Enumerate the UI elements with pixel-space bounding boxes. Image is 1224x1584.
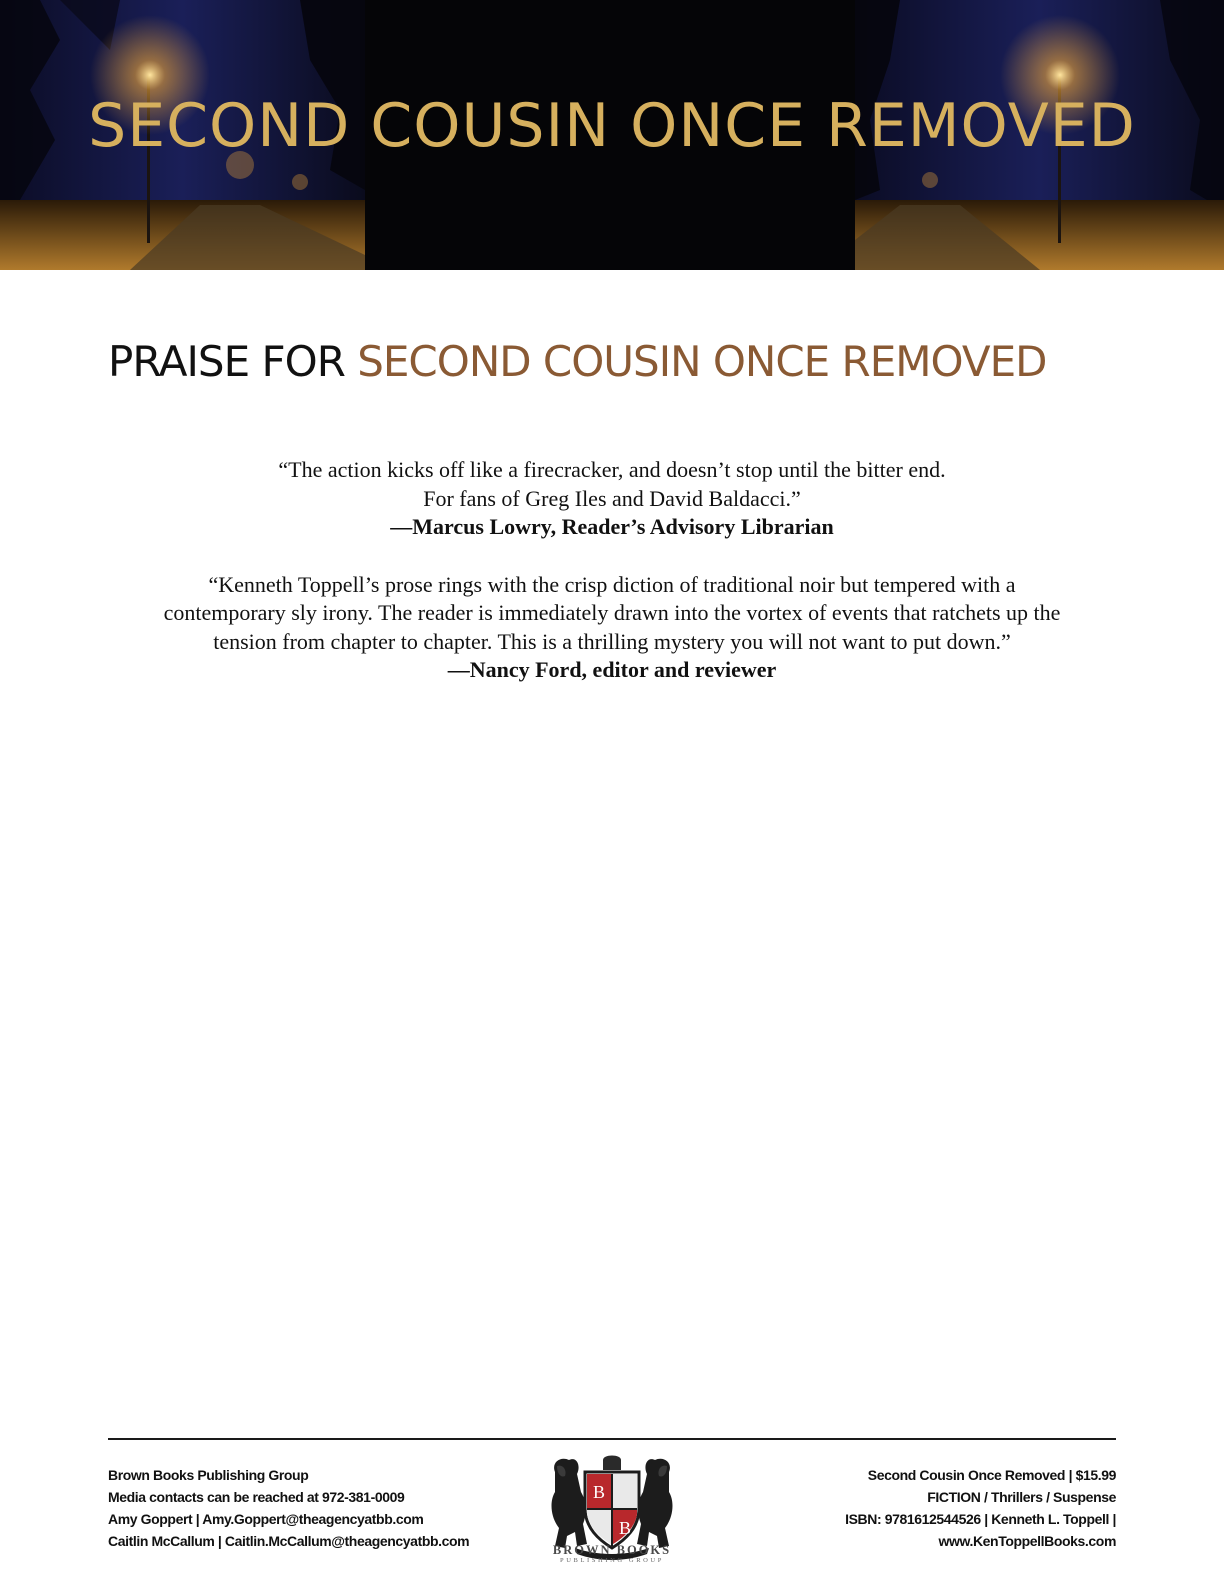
book-title-price: Second Cousin Once Removed | $15.99 xyxy=(867,1467,1116,1483)
quote-attribution: —Nancy Ford, editor and reviewer xyxy=(447,657,777,682)
logo-subtitle: PUBLISHING GROUP xyxy=(560,1557,664,1564)
praise-heading xyxy=(108,332,1118,392)
header-banner xyxy=(0,0,1224,270)
book-isbn-author: ISBN: 9781612544526 | Kenneth L. Toppell | xyxy=(845,1511,1116,1527)
quote-line: For fans of Greg Iles and David Baldacci.” xyxy=(423,485,801,511)
crest-letter: B xyxy=(618,1518,632,1538)
quote-line: “The action kicks off like a firecracker, and doesn’t stop until the bitter end. xyxy=(278,457,946,482)
praise-heading-book-title: SECOND COUSIN ONCE REMOVED xyxy=(357,337,1047,386)
quote-block xyxy=(110,456,1114,542)
footer-divider xyxy=(108,1438,1116,1440)
footer-contacts xyxy=(108,1464,469,1552)
contact-amy-goppert: Amy Goppert | Amy.Goppert@theagencyatbb.com xyxy=(108,1511,424,1527)
quote-line: contemporary sly irony. The reader is immediately drawn into the vortex of events that ratchets up the xyxy=(163,600,1061,625)
book-genre: FICTION / Thrillers / Suspense xyxy=(927,1489,1116,1505)
author-website: www.KenToppellBooks.com xyxy=(938,1533,1116,1549)
logo-wordmark: BROWN BOOKS xyxy=(552,1543,672,1557)
praise-quotes xyxy=(110,456,1114,714)
banner-title: SECOND COUSIN ONCE REMOVED xyxy=(88,91,1136,161)
quote-attribution: —Marcus Lowry, Reader’s Advisory Librarian xyxy=(390,514,834,539)
praise-heading-lead: PRAISE FOR xyxy=(108,337,358,386)
publisher-name: Brown Books Publishing Group xyxy=(108,1467,309,1483)
quote-block xyxy=(110,571,1114,685)
quote-line: tension from chapter to chapter. This is a thrilling mystery you will not want to put down.” xyxy=(213,628,1011,654)
crest-letter: B xyxy=(592,1482,606,1502)
media-contact-phone: Media contacts can be reached at 972-381-0009 xyxy=(108,1489,405,1505)
contact-caitlin-mccallum: Caitlin McCallum | Caitlin.McCallum@theagencyatbb.com xyxy=(108,1533,470,1549)
footer-book-details xyxy=(845,1464,1116,1552)
quote-line: “Kenneth Toppell’s prose rings with the crisp diction of traditional noir but tempered with a xyxy=(208,571,1016,597)
